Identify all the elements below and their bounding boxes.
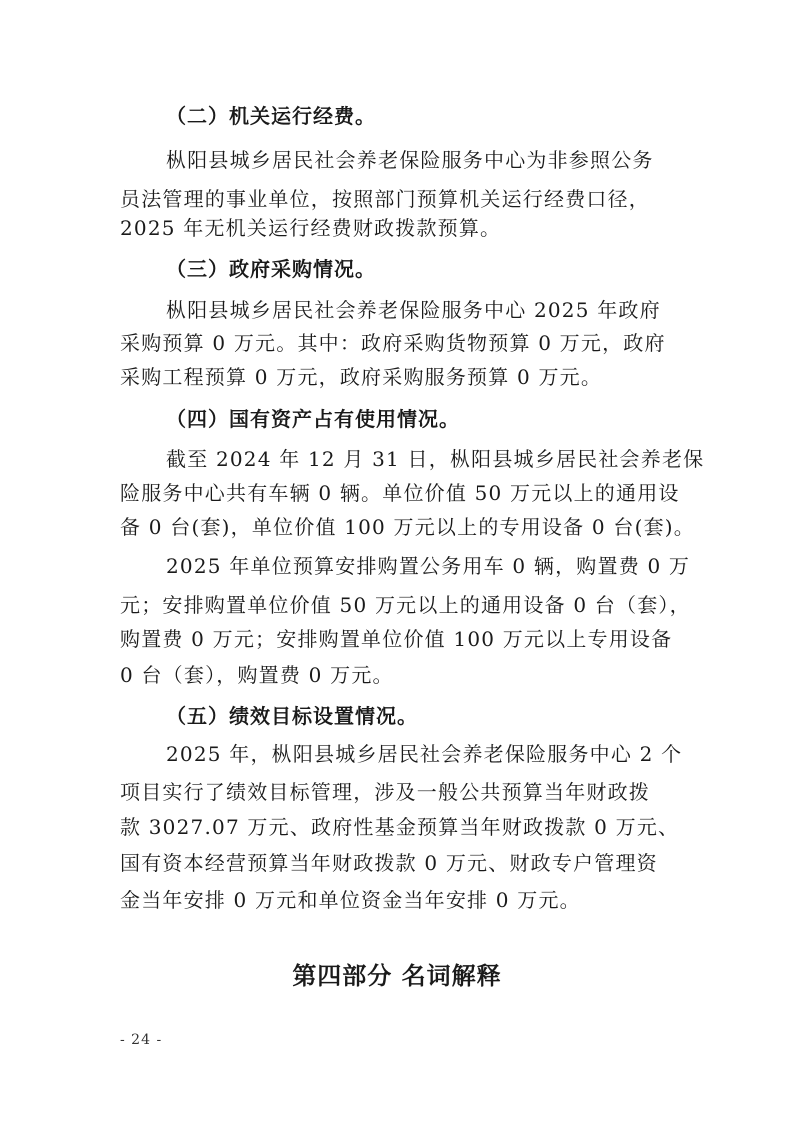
paragraph-line: 采购预算 0 万元。其中：政府采购货物预算 0 万元，政府 [120,331,666,355]
paragraph-line: 国有资本经营预算当年财政拨款 0 万元、财政专户管理资 [120,851,658,875]
paragraph-line: 元；安排购置单位价值 50 万元以上的通用设备 0 台（套）， [120,593,691,617]
paragraph-line: 枞阳县城乡居民社会养老保险服务中心 2025 年政府 [166,298,661,322]
page-number: - 24 - [120,1032,163,1048]
paragraph-line: 备 0 台(套)，单位价值 100 万元以上的专用设备 0 台(套)。 [120,515,695,539]
paragraph-line: 险服务中心共有车辆 0 辆。单位价值 50 万元以上的通用设 [120,481,680,505]
paragraph-line: 购置费 0 万元；安排购置单位价值 100 万元以上专用设备 [120,627,673,651]
section-heading-procurement: （三）政府采购情况。 [166,257,376,281]
paragraph-line: 采购工程预算 0 万元，政府采购服务预算 0 万元。 [120,365,603,389]
paragraph-line: 员法管理的事业单位，按照部门预算机关运行经费口径， [120,187,650,211]
paragraph-line: 金当年安排 0 万元和单位资金当年安排 0 万元。 [120,888,581,912]
paragraph-line: 2025 年单位预算安排购置公务用车 0 辆，购置费 0 万 [166,554,691,578]
part-heading: 第四部分 名词解释 [292,962,502,990]
paragraph-line: 截至 2024 年 12 月 31 日，枞阳县城乡居民社会养老保 [166,447,705,471]
paragraph-line: 0 台（套），购置费 0 万元。 [120,663,394,687]
section-heading-state-assets: （四）国有资产占有使用情况。 [166,407,460,431]
paragraph-line: 枞阳县城乡居民社会养老保险服务中心为非参照公务 [166,148,654,172]
section-heading-performance-goals: （五）绩效目标设置情况。 [166,704,418,728]
paragraph-line: 2025 年无机关运行经费财政拨款预算。 [120,216,502,240]
paragraph-line: 款 3027.07 万元、政府性基金预算当年财政拨款 0 万元、 [120,815,680,839]
section-heading-operating-expenses: （二）机关运行经费。 [166,104,376,128]
paragraph-line: 项目实行了绩效目标管理，涉及一般公共预算当年财政拨 [120,780,650,804]
paragraph-line: 2025 年，枞阳县城乡居民社会养老保险服务中心 2 个 [166,742,683,766]
